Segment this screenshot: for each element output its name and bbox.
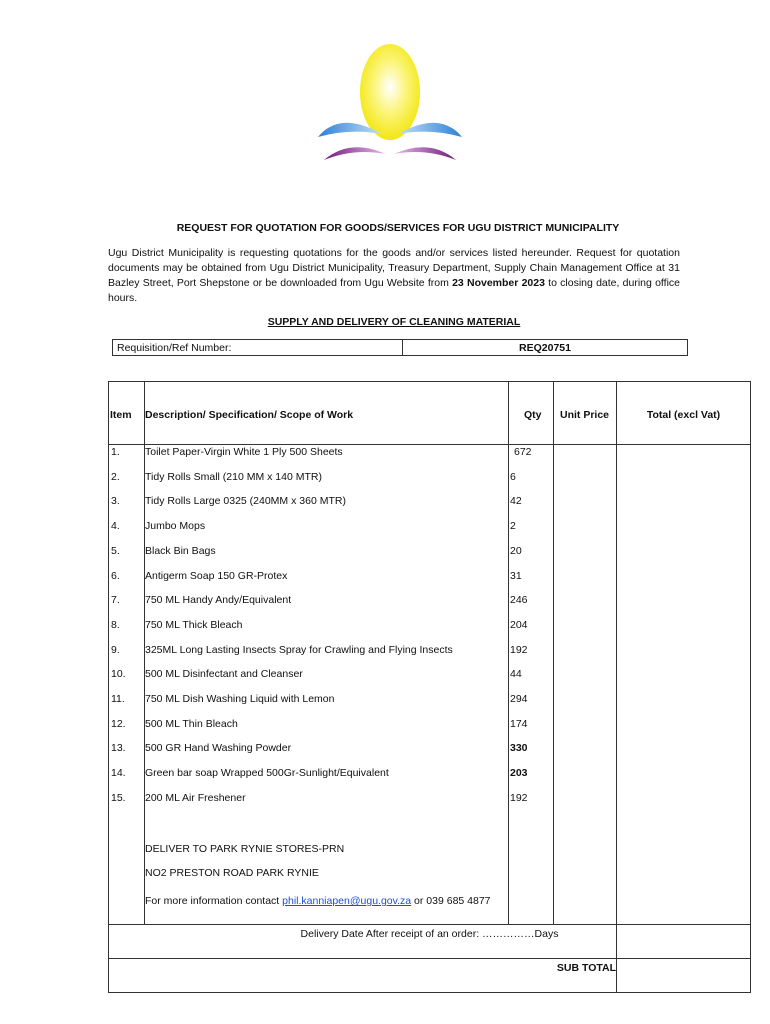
row-description: Green bar soap Wrapped 500Gr-Sunlight/Equivalent	[145, 767, 389, 780]
row-item-number: 5.	[111, 544, 120, 557]
row-qty: 2	[510, 520, 516, 533]
row-description: 500 ML Thin Bleach	[145, 717, 238, 730]
row-qty: 246	[510, 594, 528, 607]
row-qty: 203	[510, 767, 528, 780]
table-row	[109, 570, 750, 594]
row-item-number: 10.	[111, 668, 126, 681]
row-qty: 174	[510, 717, 528, 730]
table-row	[109, 644, 750, 668]
row-description: 750 ML Dish Washing Liquid with Lemon	[145, 693, 335, 705]
table-row	[109, 471, 750, 495]
row-qty: 192	[510, 643, 528, 656]
intro-paragraph: Ugu District Municipality is requesting quotations for the goods and/or services listed hereunder. Request for quotation documents may be obtained from Ugu District Municipality, Treasury Department, Supply Chain Management Office at 31 Bazley Street, Port Shepstone or be downloaded from Ugu Website from 23 November 2023 to closing date, during office hours.	[108, 247, 680, 304]
row-item-number: 15.	[111, 791, 126, 804]
header-qty: Qty	[524, 409, 542, 421]
table-row	[109, 495, 750, 519]
document-title: REQUEST FOR QUOTATION FOR GOODS/SERVICES FOR UGU DISTRICT MUNICIPALITY	[176, 222, 620, 234]
row-item-number: 7.	[111, 594, 120, 607]
requisition-label: Requisition/Ref Number:	[117, 342, 232, 354]
row-item-number: 3.	[111, 495, 120, 508]
row-item-number: 11.	[111, 693, 125, 705]
table-row	[109, 619, 750, 643]
table-row	[109, 668, 750, 692]
deliver-line-1: DELIVER TO PARK RYNIE STORES-PRN	[145, 843, 345, 855]
quotation-table	[108, 381, 751, 993]
row-qty: 294	[510, 693, 528, 705]
sub-total-label: SUB TOTAL	[556, 962, 616, 974]
table-row	[109, 520, 750, 544]
table-row	[109, 545, 750, 569]
row-description: 750 ML Handy Andy/Equivalent	[145, 594, 292, 607]
row-qty: 192	[510, 791, 528, 804]
row-qty: 44	[510, 668, 522, 681]
header-item: Item	[110, 409, 132, 421]
table-row	[109, 767, 750, 791]
row-description: Tidy Rolls Small (210 MM x 140 MTR)	[145, 470, 322, 483]
ugu-logo	[310, 42, 470, 172]
row-description: 325ML Long Lasting Insects Spray for Crawling and Flying Insects	[145, 643, 453, 656]
table-row	[109, 792, 750, 816]
row-description: 500 ML Disinfectant and Cleanser	[145, 668, 303, 681]
row-qty: 31	[510, 569, 522, 582]
row-qty: 6	[510, 470, 516, 483]
requisition-box	[112, 339, 688, 356]
delivery-date: Delivery Date After receipt of an order: ……………Days	[300, 928, 559, 940]
row-item-number: 1.	[111, 446, 120, 458]
header-unit-price: Unit Price	[560, 409, 610, 421]
wave-purple-left	[324, 147, 386, 160]
row-description: 500 GR Hand Washing Powder	[145, 742, 292, 755]
requisition-value: REQ20751	[519, 342, 571, 354]
row-qty: 204	[510, 618, 528, 631]
contact-info: For more information contact phil.kanniapen@ugu.gov.za or 039 685 4877	[145, 895, 491, 907]
row-item-number: 8.	[111, 618, 120, 631]
row-item-number: 14.	[111, 767, 126, 780]
header-total: Total (excl Vat)	[646, 409, 721, 421]
table-row	[109, 594, 750, 618]
wave-purple-right	[394, 147, 456, 160]
row-description: 750 ML Thick Bleach	[145, 618, 243, 631]
row-qty: 42	[510, 495, 522, 508]
table-row	[109, 446, 750, 470]
header-description: Description/ Specification/ Scope of Work	[145, 409, 354, 421]
row-item-number: 4.	[111, 520, 120, 533]
deliver-line-2: NO2 PRESTON ROAD PARK RYNIE	[145, 867, 319, 879]
row-description: Black Bin Bags	[145, 544, 216, 557]
row-item-number: 6.	[111, 569, 120, 582]
table-row	[109, 693, 750, 717]
document-subtitle: SUPPLY AND DELIVERY OF CLEANING MATERIAL	[267, 316, 521, 328]
row-description: Toilet Paper-Virgin White 1 Ply 500 Sheets	[145, 446, 343, 458]
row-description: 200 ML Air Freshener	[145, 791, 246, 804]
row-item-number: 13.	[111, 742, 126, 755]
row-qty: 330	[510, 742, 528, 755]
sun-shape	[360, 44, 420, 140]
row-item-number: 9.	[111, 643, 120, 656]
contact-email-link[interactable]: phil.kanniapen@ugu.gov.za	[282, 895, 412, 907]
table-row	[109, 718, 750, 742]
row-description: Antigerm Soap 150 GR-Protex	[145, 569, 288, 582]
table-row	[109, 742, 750, 766]
row-qty: 672	[514, 446, 532, 458]
row-item-number: 2.	[111, 470, 120, 483]
intro-date: 23 November 2023	[452, 277, 545, 289]
row-description: Jumbo Mops	[145, 520, 206, 533]
row-description: Tidy Rolls Large 0325 (240MM x 360 MTR)	[145, 495, 346, 508]
row-item-number: 12.	[111, 717, 126, 730]
row-qty: 20	[510, 544, 522, 557]
